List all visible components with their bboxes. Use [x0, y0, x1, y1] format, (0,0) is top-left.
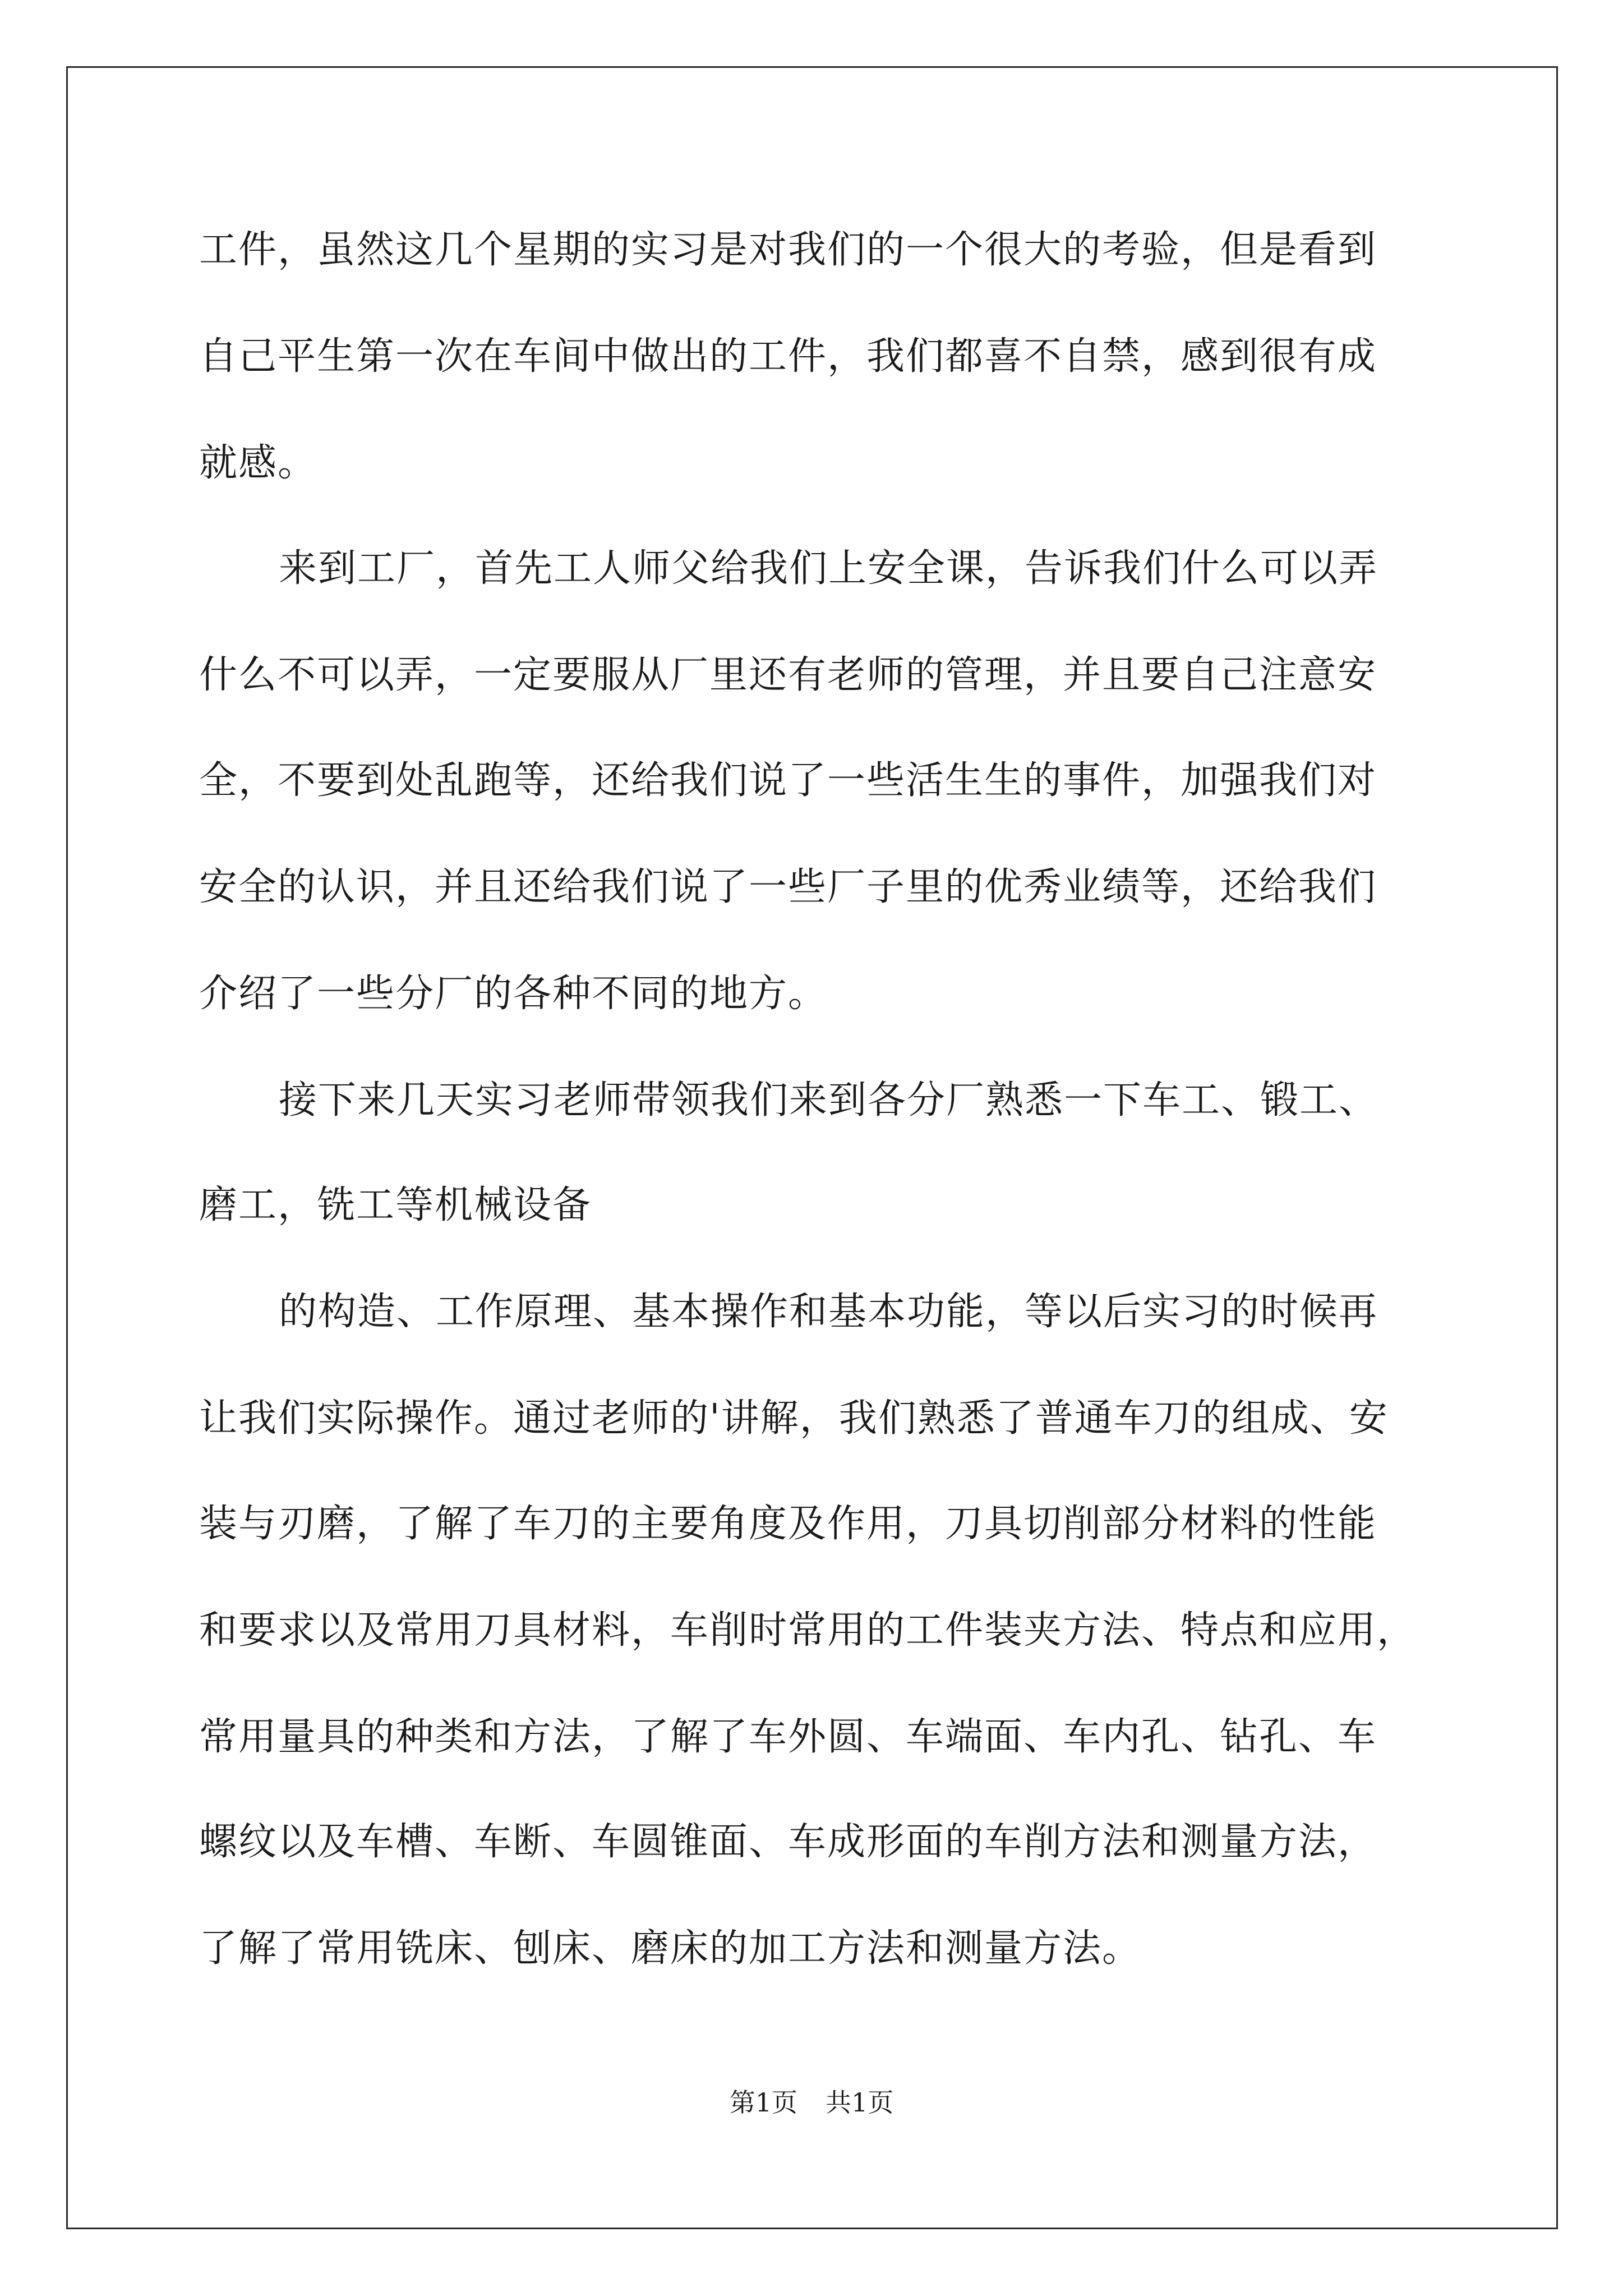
- text-line: 让我们实际操作。通过老师的'讲解，我们熟悉了普通车刀的组成、安: [199, 1396, 1389, 1441]
- text-line: 常用量具的种类和方法，了解了车外圆、车端面、车内孔、钻孔、车: [199, 1715, 1377, 1759]
- text-line: 自己平生第一次在车间中做出的工件，我们都喜不自禁，感到很有成: [199, 334, 1377, 379]
- page-border: [66, 66, 1558, 2229]
- text-line: 装与刃磨，了解了车刀的主要角度及作用，刀具切削部分材料的性能: [199, 1502, 1377, 1546]
- text-line: 和要求以及常用刀具材料，车削时常用的工件装夹方法、特点和应用，: [199, 1608, 1417, 1653]
- text-line: 磨工，铣工等机械设备: [199, 1183, 592, 1227]
- text-line: 就感。: [199, 441, 317, 485]
- text-line: 全，不要到处乱跑等，还给我们说了一些活生生的事件，加强我们对: [199, 758, 1377, 803]
- page-footer: [0, 2087, 1623, 2118]
- text-line: 什么不可以弄，一定要服从厂里还有老师的管理，并且要自己注意安: [199, 653, 1377, 697]
- text-line: 工件，虽然这几个星期的实习是对我们的一个很大的考验，但是看到: [199, 228, 1377, 272]
- paragraph-first-line: 的构造、工作原理、基本操作和基本功能，等以后实习的时候再: [279, 1290, 1378, 1334]
- page-total: 共1页: [826, 2087, 894, 2118]
- page-number: 第1页: [729, 2087, 797, 2118]
- text-line: 螺纹以及车槽、车断、车圆锥面、车成形面的车削方法和测量方法，: [199, 1820, 1377, 1864]
- text-line: 安全的认识，并且还给我们说了一些厂子里的优秀业绩等，还给我们: [199, 865, 1377, 909]
- paragraph-first-line: 接下来几天实习老师带领我们来到各分厂熟悉一下车工、锻工、: [279, 1078, 1378, 1122]
- paragraph-first-line: 来到工厂，首先工人师父给我们上安全课，告诉我们什么可以弄: [279, 546, 1378, 591]
- text-line: 了解了常用铣床、刨床、磨床的加工方法和测量方法。: [199, 1926, 1142, 1971]
- text-line: 介绍了一些分厂的各种不同的地方。: [199, 972, 828, 1016]
